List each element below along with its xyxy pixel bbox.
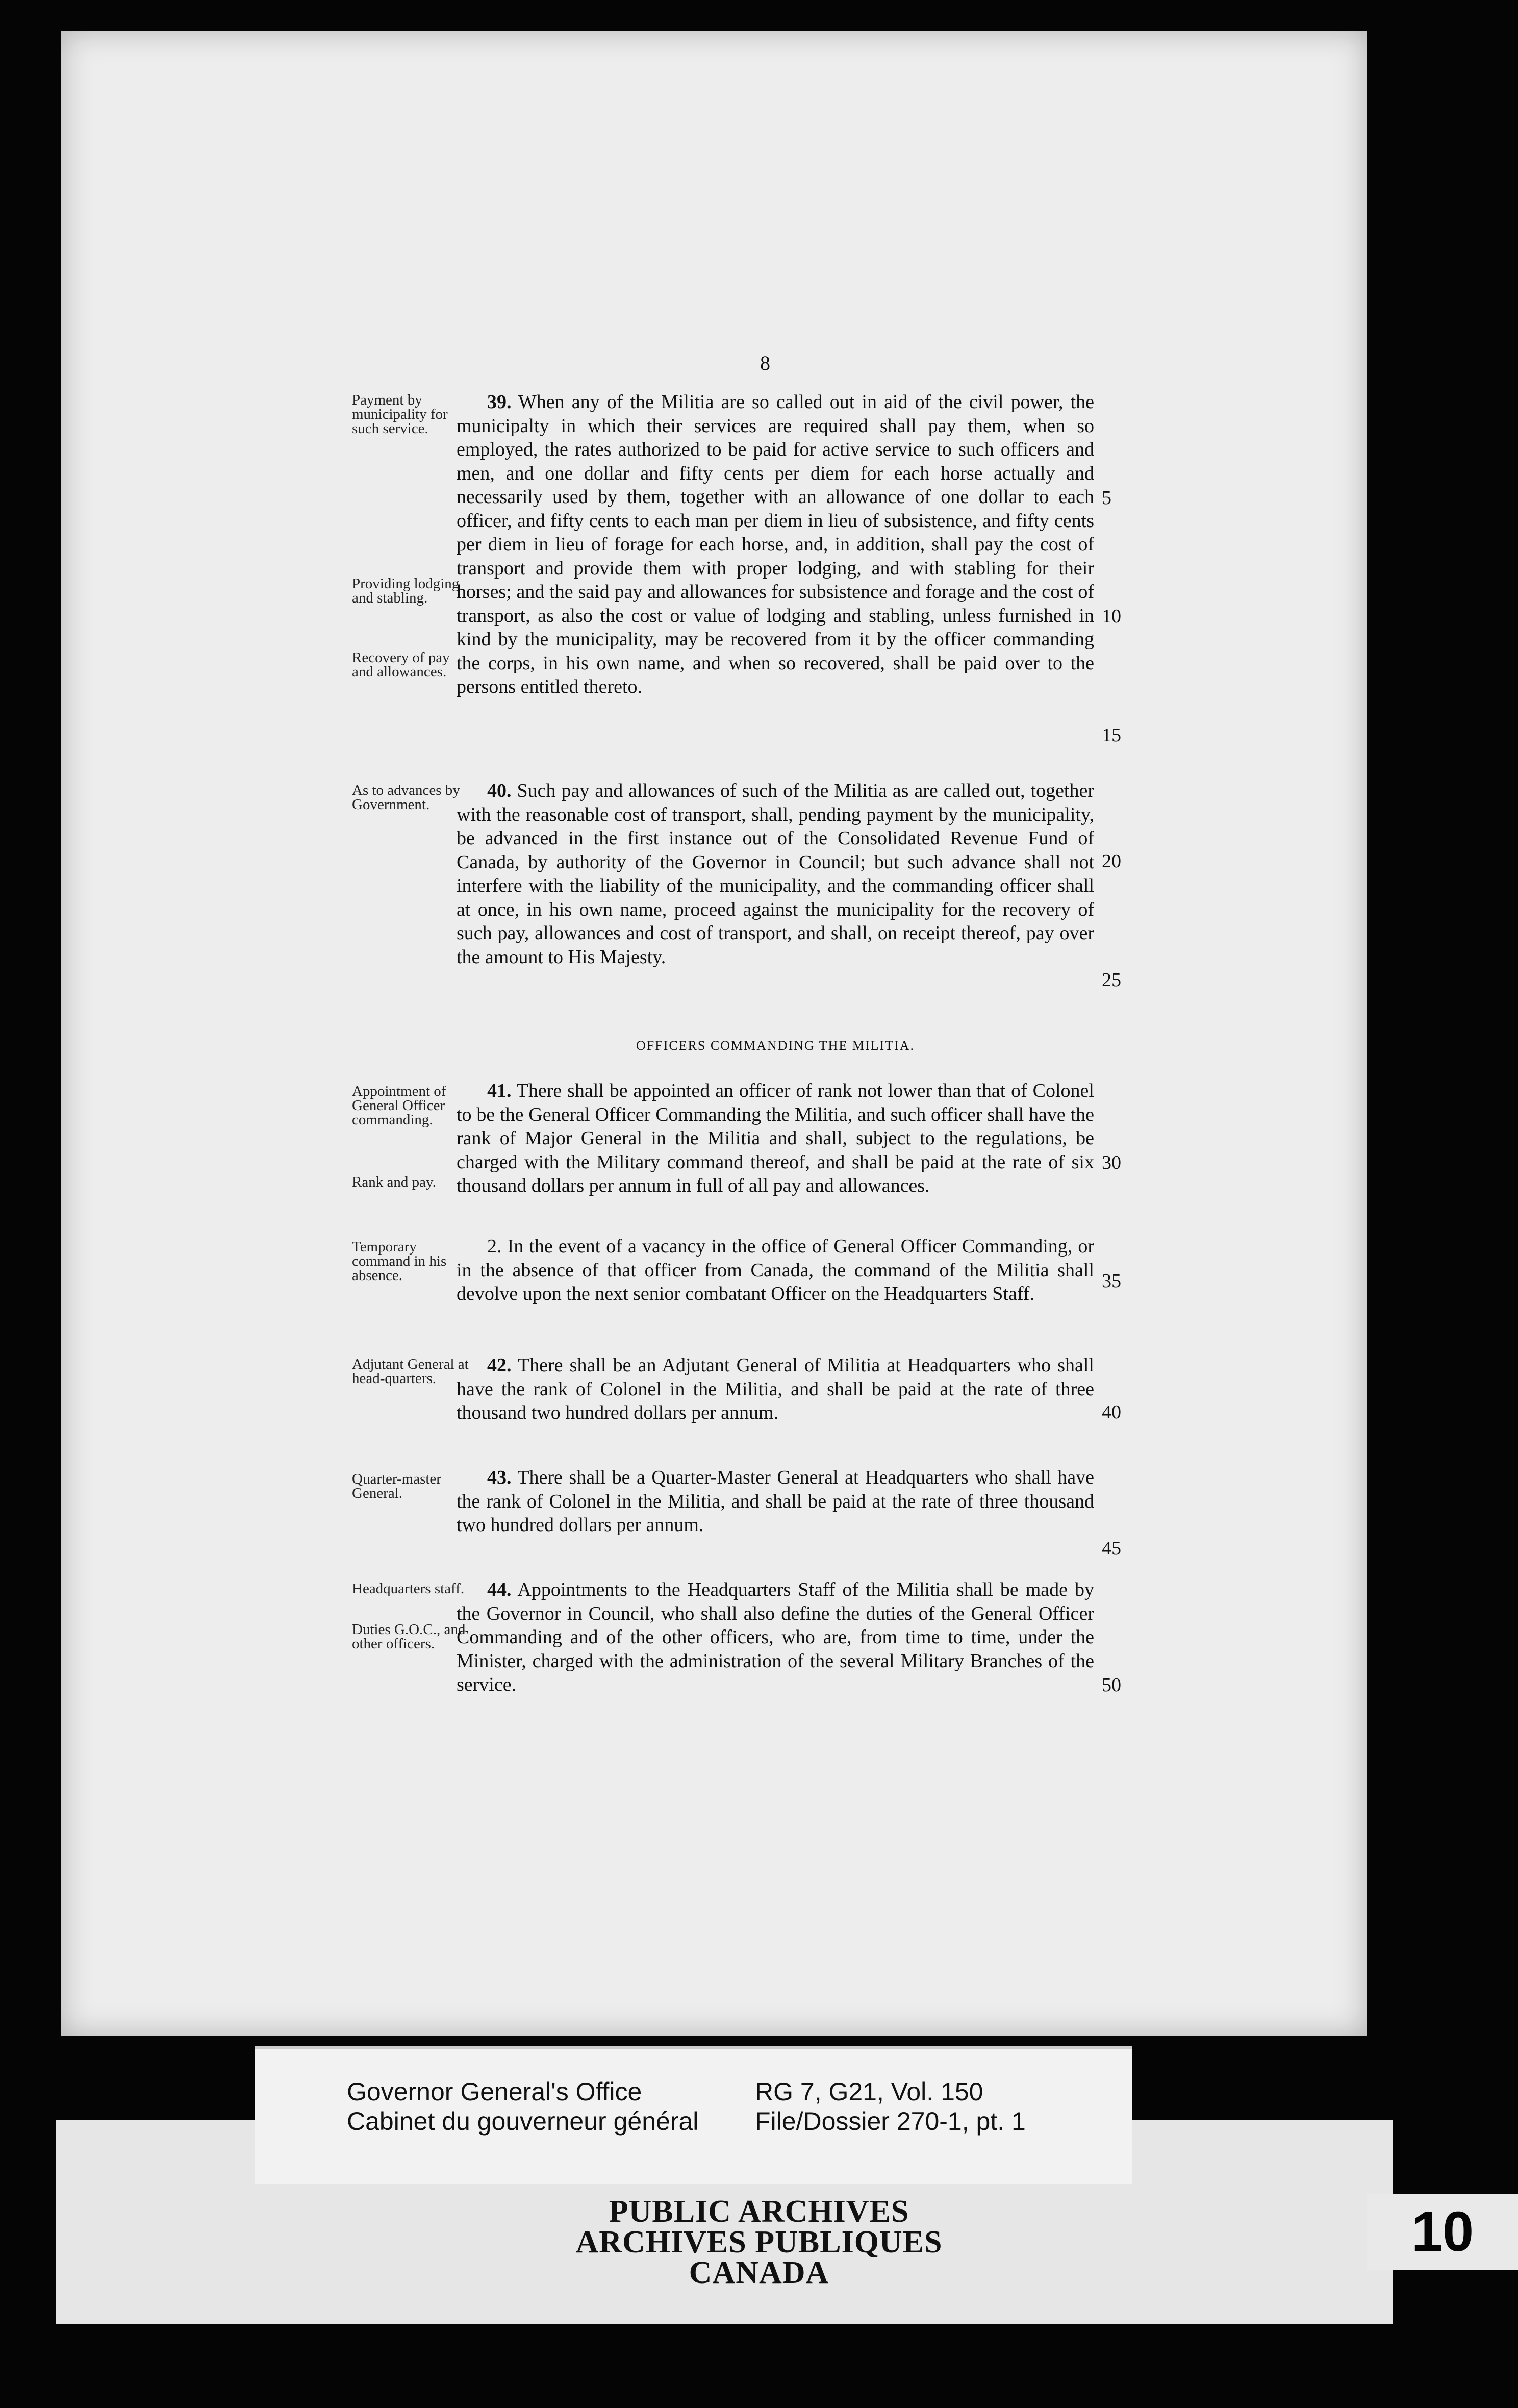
section-text: There shall be an Adjutant General of Militia at Headquarters who shall have the rank of Colonel in the Militia, and shall be paid at the rate of three thousand two hundred dollars per annum. [457,1354,1094,1423]
section-text: Appointments to the Headquarters Staff of the Militia shall be made by the Governor in Council, who shall also define the duties of the General Officer Commanding and of the other officers, who are, from time to time, under the Minister, charged with the administration of the several Military Branches of the service. [457,1579,1095,1695]
section-text: When any of the Militia are so called out in aid of the civil power, the municipalty in which their services are required shall pay them, when so employed, the rates authorized to be paid for active service to such officers and men, and one dollar and fifty cents per diem for each horse actually and necessarily used by them, together with an allowance of one dollar to each officer, and fifty cents to each man per diem in lieu of subsistence, and fifty cents per diem in lieu of forage for each horse, and, in addition, shall pay the cost of transport and provide them with proper lodging, and with stabling for their horses; and the said pay and allowances for subsistence and forage and the cost of transport, as also the cost or value of lodging and stabling, unless furnished in kind by the municipality, may be recovered from it by the officer commanding the corps, in his own name, and when so recovered, shall be paid over to the persons entitled thereto. [457,391,1094,697]
section-number: 42. [487,1354,512,1376]
label-left-line1: Governor General's Office [347,2077,642,2106]
section-number: 39. [487,391,512,413]
margin-note-lodging: Providing lodging and stabling. [352,575,460,606]
section-number: 41. [487,1080,512,1101]
line-number: 40 [1102,1401,1121,1423]
archive-stamp-line1: PUBLIC ARCHIVES [609,2194,909,2229]
archive-stamp-line3: CANADA [689,2255,829,2290]
section-number: 40. [487,780,512,801]
line-number: 25 [1102,969,1121,991]
page-number: 8 [760,352,770,374]
margin-note-quartermaster: Quarter-master General. [352,1471,441,1501]
section-number: 43. [487,1467,512,1488]
section-text: There shall be a Quarter-Master General at Headquarters who shall have the rank of Colonel in the Militia, and shall be paid at the rate of three thousand two hundred dollars per annum. [457,1467,1094,1536]
archive-stamp-line2: ARCHIVES PUBLIQUES [575,2225,943,2260]
section-text: Such pay and allowances of such of the Militia as are called out, together with the reasonable cost of transport, shall, pending payment by the municipality, be advanced in the first instance out of the Consolidated Revenue Fund of Canada, by authority of the Governor in Council; but such advance shall not interfere with the liability of the municipality, and the commanding officer shall at once, in his own name, proceed against the municipality for the recovery of such pay, allowances and cost of transport, and shall, on receipt thereof, pay over the amount to His Majesty. [457,780,1095,968]
margin-note-hq-staff: Headquarters staff. [352,1581,465,1597]
section-41 [457,1079,1094,1198]
line-number: 15 [1102,724,1121,746]
margin-note-rank: Rank and pay. [352,1174,436,1190]
document-page [61,31,1367,2036]
line-number: 20 [1102,850,1121,872]
line-number: 30 [1102,1152,1121,1173]
section-44 [457,1578,1094,1697]
line-number: 50 [1102,1674,1121,1696]
microfilm-frame-number: 10 [1367,2194,1518,2270]
label-left-line2: Cabinet du gouverneur général [347,2107,699,2136]
line-number: 35 [1102,1270,1121,1292]
section-text: There shall be appointed an officer of rank not lower than that of Colonel to be the General Officer Commanding the Militia, and such officer shall have the rank of Major General in the Militia and shall, subject to the regulations, be charged with the Military command thereof, and shall be paid at the rate of six thousand dollars per annum in full of all pay and allowances. [457,1080,1094,1196]
margin-note-adjutant: Adjutant General at head-quarters. [352,1356,469,1387]
section-43 [457,1466,1094,1537]
margin-note-duties: Duties G.O.C., and other officers. [352,1621,466,1652]
margin-note-temporary: Temporary command in his absence. [352,1239,447,1284]
line-number: 10 [1102,606,1121,627]
section-39 [457,390,1094,699]
section-40 [457,779,1094,969]
section-41-subsection-2: 2. In the event of a vacancy in the office of General Officer Commanding, or in the absence of that officer from Canada, the command of the Militia shall devolve upon the next senior combatant Officer on the Headquarters Staff. [457,1236,1094,1305]
archive-label [255,2046,1132,2184]
label-right-line2: File/Dossier 270-1, pt. 1 [755,2107,1026,2136]
section-heading: OFFICERS COMMANDING THE MILITIA. [636,1038,915,1053]
section-number: 44. [487,1579,512,1600]
label-right-line1: RG 7, G21, Vol. 150 [755,2077,983,2106]
margin-note-payment: Payment by municipality for such service. [352,392,448,437]
line-number: 45 [1102,1538,1121,1559]
line-number: 5 [1102,487,1111,509]
margin-note-advances: As to advances by Government. [352,782,460,813]
margin-note-recovery: Recovery of pay and allowances. [352,649,450,680]
margin-note-appointment: Appointment of General Officer commanding. [352,1083,446,1128]
section-42 [457,1353,1094,1425]
